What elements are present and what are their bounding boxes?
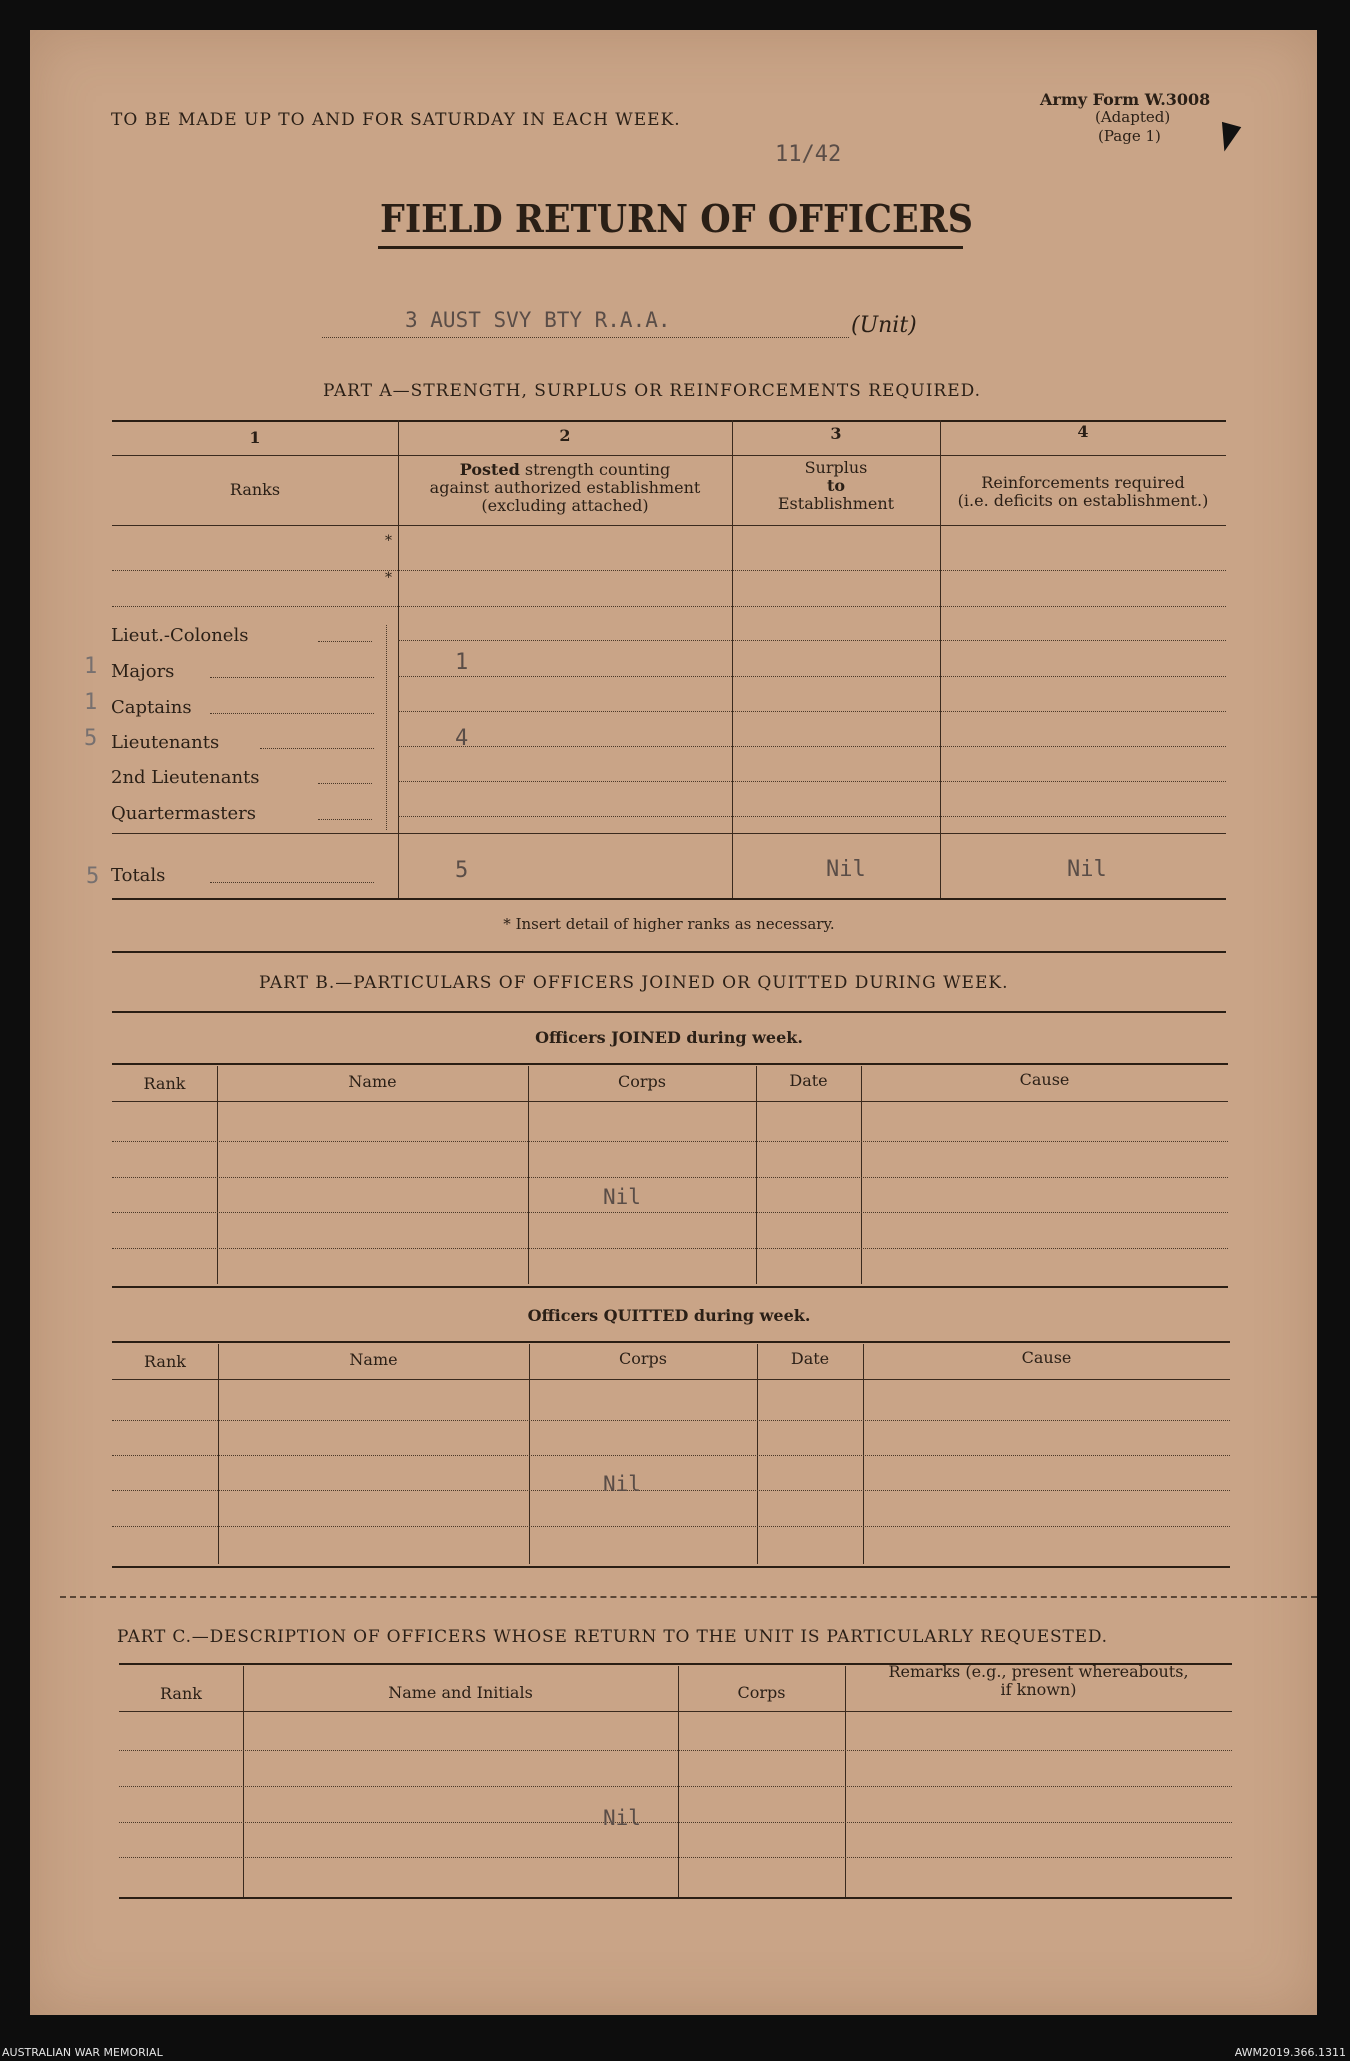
part-c-col-name: Name and Initials bbox=[388, 1683, 533, 1702]
surplus-line-2: to bbox=[826, 476, 846, 495]
col-header-surplus bbox=[732, 459, 940, 513]
rank-hand-captains: 1 bbox=[84, 690, 98, 715]
part-a-totals-rule bbox=[112, 833, 1226, 834]
part-c-row-line-1 bbox=[119, 1750, 1232, 1751]
part-c-divider-2 bbox=[678, 1666, 679, 1897]
form-adapted: (Adapted) bbox=[1095, 108, 1171, 126]
quitted-row-line-4 bbox=[112, 1526, 1230, 1527]
col-number-1: 1 bbox=[249, 428, 261, 447]
posted-majors: 1 bbox=[455, 650, 469, 675]
rank-label-captains: Captains bbox=[111, 697, 192, 718]
unit-dotted-line bbox=[322, 337, 849, 338]
rank-hand-majors: 1 bbox=[84, 654, 98, 679]
quitted-nil: Nil bbox=[603, 1472, 641, 1496]
totals-label: Totals bbox=[111, 865, 166, 886]
ranks-dotted-divider bbox=[386, 625, 387, 830]
row-line-a3 bbox=[398, 640, 1226, 641]
posted-line-1: strength counting bbox=[524, 460, 671, 479]
quitted-col-date: Date bbox=[790, 1349, 830, 1368]
totals-hand: 5 bbox=[86, 864, 100, 889]
quitted-divider-3 bbox=[757, 1344, 758, 1564]
joined-bottom-rule bbox=[112, 1286, 1228, 1288]
leader-dots-6 bbox=[318, 819, 372, 820]
asterisk-2: * bbox=[385, 570, 392, 586]
joined-row-line-1 bbox=[112, 1141, 1228, 1142]
col-number-3: 3 bbox=[830, 424, 842, 443]
leader-dots-3 bbox=[210, 713, 374, 714]
totals-reinforcements: Nil bbox=[1067, 857, 1107, 882]
remarks-line-2: if known) bbox=[1000, 1680, 1077, 1699]
quitted-bottom-rule bbox=[112, 1566, 1230, 1568]
joined-title: Officers JOINED during week. bbox=[535, 1028, 803, 1047]
rank-label-majors: Majors bbox=[111, 661, 175, 682]
col-header-reinforcements bbox=[940, 474, 1226, 510]
part-c-col-corps: Corps bbox=[737, 1683, 786, 1702]
part-c-divider-3 bbox=[845, 1666, 846, 1897]
leader-dots-1 bbox=[318, 641, 372, 642]
joined-top-rule bbox=[112, 1063, 1228, 1065]
joined-divider-1 bbox=[217, 1066, 218, 1284]
form-page bbox=[30, 30, 1317, 2015]
rank-label-quartermasters: Quartermasters bbox=[111, 803, 256, 824]
joined-header-rule bbox=[112, 1101, 1228, 1102]
joined-row-line-3 bbox=[112, 1212, 1228, 1213]
joined-col-date: Date bbox=[789, 1071, 828, 1090]
joined-col-cause: Cause bbox=[1019, 1070, 1070, 1089]
part-c-divider-1 bbox=[243, 1666, 244, 1897]
perforation-line bbox=[60, 1596, 1317, 1598]
part-a-end-rule bbox=[112, 951, 1226, 953]
part-c-bottom-rule bbox=[119, 1897, 1232, 1899]
joined-nil: Nil bbox=[603, 1185, 641, 1209]
quitted-row-line-1 bbox=[112, 1420, 1230, 1421]
footer-credit: AUSTRALIAN WAR MEMORIAL bbox=[2, 2046, 163, 2059]
form-page-number: (Page 1) bbox=[1098, 127, 1161, 145]
row-line-a6 bbox=[398, 746, 1226, 747]
row-line-a8 bbox=[398, 816, 1226, 817]
footer-catalogue-id: AWM2019.366.1311 bbox=[1234, 2046, 1346, 2059]
totals-surplus: Nil bbox=[826, 857, 866, 882]
joined-divider-2 bbox=[528, 1066, 529, 1284]
posted-lieutenants: 4 bbox=[455, 726, 469, 751]
joined-row-line-4 bbox=[112, 1248, 1228, 1249]
rank-hand-lieutenants: 5 bbox=[84, 726, 98, 751]
joined-col-name: Name bbox=[348, 1072, 397, 1091]
asterisk-1: * bbox=[385, 533, 392, 549]
part-a-bottom-rule bbox=[112, 898, 1226, 900]
row-line-a4 bbox=[398, 676, 1226, 677]
reinf-line-1: Reinforcements required bbox=[981, 473, 1185, 492]
unit-value: 3 AUST SVY BTY R.A.A. bbox=[405, 308, 671, 332]
date-stamp: 11/42 bbox=[775, 142, 842, 167]
reinf-line-2: (i.e. deficits on establishment.) bbox=[957, 491, 1209, 510]
row-line-a2 bbox=[112, 606, 1226, 607]
leader-dots-5 bbox=[318, 783, 372, 784]
part-a-numbers-rule bbox=[112, 455, 1226, 456]
part-a-footnote: * Insert detail of higher ranks as necessary. bbox=[503, 915, 835, 933]
quitted-divider-1 bbox=[218, 1344, 219, 1564]
col-header-posted bbox=[398, 461, 732, 515]
rank-label-lieutenants: Lieutenants bbox=[111, 732, 220, 753]
quitted-header-rule bbox=[112, 1379, 1230, 1380]
quitted-row-line-3 bbox=[112, 1490, 1230, 1491]
remarks-line-1: Remarks (e.g., present whereabouts, bbox=[888, 1662, 1189, 1681]
part-b-heading: PART B.—PARTICULARS OF OFFICERS JOINED OR QUITTED DURING WEEK. bbox=[259, 973, 1009, 993]
unit-label: (Unit) bbox=[851, 313, 917, 338]
col-number-4: 4 bbox=[1077, 422, 1089, 441]
joined-col-rank: Rank bbox=[143, 1074, 186, 1093]
part-c-row-line-2 bbox=[119, 1786, 1232, 1787]
leader-dots-4 bbox=[260, 748, 374, 749]
joined-row-line-2 bbox=[112, 1177, 1228, 1178]
joined-col-corps: Corps bbox=[618, 1072, 666, 1091]
part-b-top-rule bbox=[112, 1011, 1226, 1013]
posted-bold: Posted bbox=[459, 460, 520, 479]
posted-line-2: against authorized establishment bbox=[429, 478, 701, 497]
totals-posted: 5 bbox=[455, 858, 469, 883]
part-a-heading: PART A—STRENGTH, SURPLUS OR REINFORCEMENTS REQUIRED. bbox=[323, 381, 982, 401]
quitted-col-corps: Corps bbox=[619, 1349, 667, 1368]
quitted-divider-4 bbox=[863, 1344, 864, 1564]
part-c-nil: Nil bbox=[603, 1806, 641, 1830]
part-a-header-rule bbox=[112, 525, 1226, 526]
form-id: Army Form W.3008 bbox=[1040, 90, 1211, 109]
quitted-col-name: Name bbox=[349, 1350, 398, 1369]
part-c-row-line-4 bbox=[119, 1857, 1232, 1858]
quitted-row-line-2 bbox=[112, 1455, 1230, 1456]
row-line-a5 bbox=[398, 711, 1226, 712]
quitted-col-cause: Cause bbox=[1021, 1348, 1072, 1367]
row-line-a1 bbox=[112, 570, 1226, 571]
leader-dots-2 bbox=[210, 677, 374, 678]
quitted-divider-2 bbox=[529, 1344, 530, 1564]
posted-line-3: (excluding attached) bbox=[481, 496, 649, 515]
joined-divider-3 bbox=[756, 1066, 757, 1284]
part-c-header-rule bbox=[119, 1711, 1232, 1712]
rank-label-2nd-lieutenants: 2nd Lieutenants bbox=[111, 767, 260, 788]
totals-leader-dots bbox=[210, 882, 374, 883]
quitted-col-rank: Rank bbox=[144, 1352, 186, 1371]
col-header-ranks: Ranks bbox=[229, 480, 281, 499]
part-c-col-remarks bbox=[845, 1663, 1232, 1699]
joined-divider-4 bbox=[861, 1066, 862, 1284]
part-c-col-rank: Rank bbox=[160, 1684, 202, 1703]
title-underline bbox=[378, 246, 963, 249]
col-number-2: 2 bbox=[559, 426, 571, 445]
surplus-line-3: Establishment bbox=[777, 494, 895, 513]
page-title: FIELD RETURN OF OFFICERS bbox=[380, 196, 973, 241]
surplus-line-1: Surplus bbox=[804, 458, 868, 477]
part-c-row-line-3 bbox=[119, 1822, 1232, 1823]
row-line-a7 bbox=[398, 781, 1226, 782]
quitted-top-rule bbox=[112, 1341, 1230, 1343]
rank-label-lieut-colonels: Lieut.-Colonels bbox=[111, 625, 249, 646]
part-c-heading: PART C.—DESCRIPTION OF OFFICERS WHOSE RETURN TO THE UNIT IS PARTICULARLY REQUESTED. bbox=[117, 1627, 1108, 1647]
quitted-title: Officers QUITTED during week. bbox=[527, 1306, 811, 1325]
instruction-text: TO BE MADE UP TO AND FOR SATURDAY IN EACH WEEK. bbox=[111, 110, 681, 130]
